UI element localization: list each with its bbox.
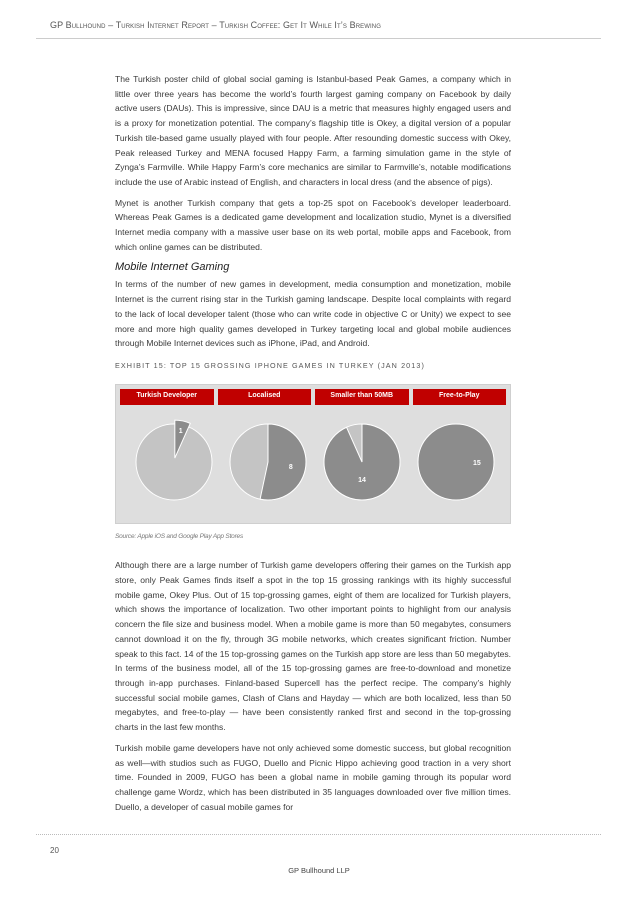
chart-source: Source: Apple iOS and Google Play App Stores	[115, 532, 244, 540]
paragraph-mobile-gaming: In terms of the number of new games in development, media consumption and monetization, mobile Internet is the current rising star in the Turkish gaming landscape. Despite local complaints with regard to the lack of local developer talent (those who can write code in objective C or Unity) we expect to see more and more high quality games developed in Turkey targeting local and global mobile audiences through Mobile Internet devices such as iPhone, iPad, and Android.	[115, 279, 511, 349]
pie-slice-value-3	[324, 424, 400, 500]
pie-4	[418, 424, 494, 500]
exhibit-title: EXHIBIT 15: TOP 15 GROSSING IPHONE GAMES IN TURKEY (JAN 2013)	[115, 360, 425, 370]
category-header-1: Turkish Developer	[120, 389, 214, 405]
pie-label-3: 14	[358, 476, 366, 484]
header-divider	[36, 38, 601, 39]
pie-chart-panel	[115, 384, 511, 524]
section-title: Mobile Internet Gaming	[115, 261, 230, 274]
paragraph-app-store: Although there are a large number of Turkish game developers offering their games on the Turkish app store, only Peak Games finds itself a spot in the top 15 grossing rankings with its highly successful mobile game, Okey Plus. Out of 15 top-grossing games, eight of them are localized for Turkish players, which shows the importance of localization. Two other important points to highlight from our analysis concern the file size and business model. When a mobile game is more than 50 megabytes, consumers cannot download it on the fly, through 3G mobile networks, which creates significant friction. Number speak to this fact. 14 of the 15 top-grossing games on the Turkish app store are less than 50 megabytes. In terms of the business model, all of the 15 top-grossing games are free-to-download and monetize through in-app purchases. Finland-based Supercell has the perfect recipe. The company’s highly successful social mobile games, Clash of Clans and Hayday — which are both localized, less than 50 megabytes, and free-to-play — have been consistently ranked first and second in the top-grossing charts in the last few months.	[115, 560, 511, 733]
pie-1	[136, 420, 212, 500]
pie-3	[324, 424, 400, 500]
paragraph-global-recognition: Turkish mobile game developers have not only achieved some domestic success, but global recognition as well—with studios such as FUGO, Duello and Picnic Hippo achieving good traction in a very short time. Founded in 2009, FUGO has been a global name in mobile gaming through its popular word challenge game Wordz, which has been distributed in 35 languages downloaded over five million times. Duello, a developer of casual mobile games for	[115, 742, 511, 812]
pie-slice-rest-1	[136, 424, 212, 500]
pie-label-4: 15	[473, 459, 481, 467]
pie-label-1: 1	[178, 427, 183, 435]
page-number: 20	[50, 846, 59, 855]
paragraph-peak-games: The Turkish poster child of global social gaming is Istanbul-based Peak Games, a company which in little over three years has become the world’s fourth largest gaming company on Facebook by daily active users (DAUs). This is impressive, since DAU is a metric that measures highly engaged users and is a proxy for monetization potential. The company’s flagship title is Okey, a digital version of a popular Turkish tile-based game usually played with four people. After resounding domestic success with Okey, Peak released Turkey and MENA focused Happy Farm, a farming simulation game in the style of Zynga’s Farmville. While Happy Farm’s core mechanics are similar to Farmville’s, notable modifications include the use of Arabic instead of English, and characters in local dress (and the absence of pigs).	[115, 74, 511, 187]
header-title: GP Bullhound – Turkish Internet Report – Turkish Coffee: Get It While It’s Brewing	[50, 20, 381, 30]
running-header	[50, 20, 381, 30]
main-content	[115, 72, 511, 820]
category-header-4: Free-to-Play	[413, 389, 507, 405]
footer-company: GP Bullhound LLP	[288, 866, 350, 875]
paragraph-mynet: Mynet is another Turkish company that gets a top-25 spot on Facebook’s developer leaderboard. Whereas Peak Games is a dedicated game development and localization studio, Mynet is a diversified Internet media company with a massive user base on its web portal, mobile apps and Facebook, from which online games can be distributed.	[115, 197, 511, 252]
pie-2	[230, 424, 306, 500]
footer-divider	[36, 834, 601, 835]
pie-label-2: 8	[288, 463, 293, 471]
category-header-3: Smaller than 50MB	[315, 389, 409, 405]
pie-slice-value-4	[418, 424, 494, 500]
pie-chart	[116, 385, 512, 525]
category-header-2: Localised	[218, 389, 312, 405]
